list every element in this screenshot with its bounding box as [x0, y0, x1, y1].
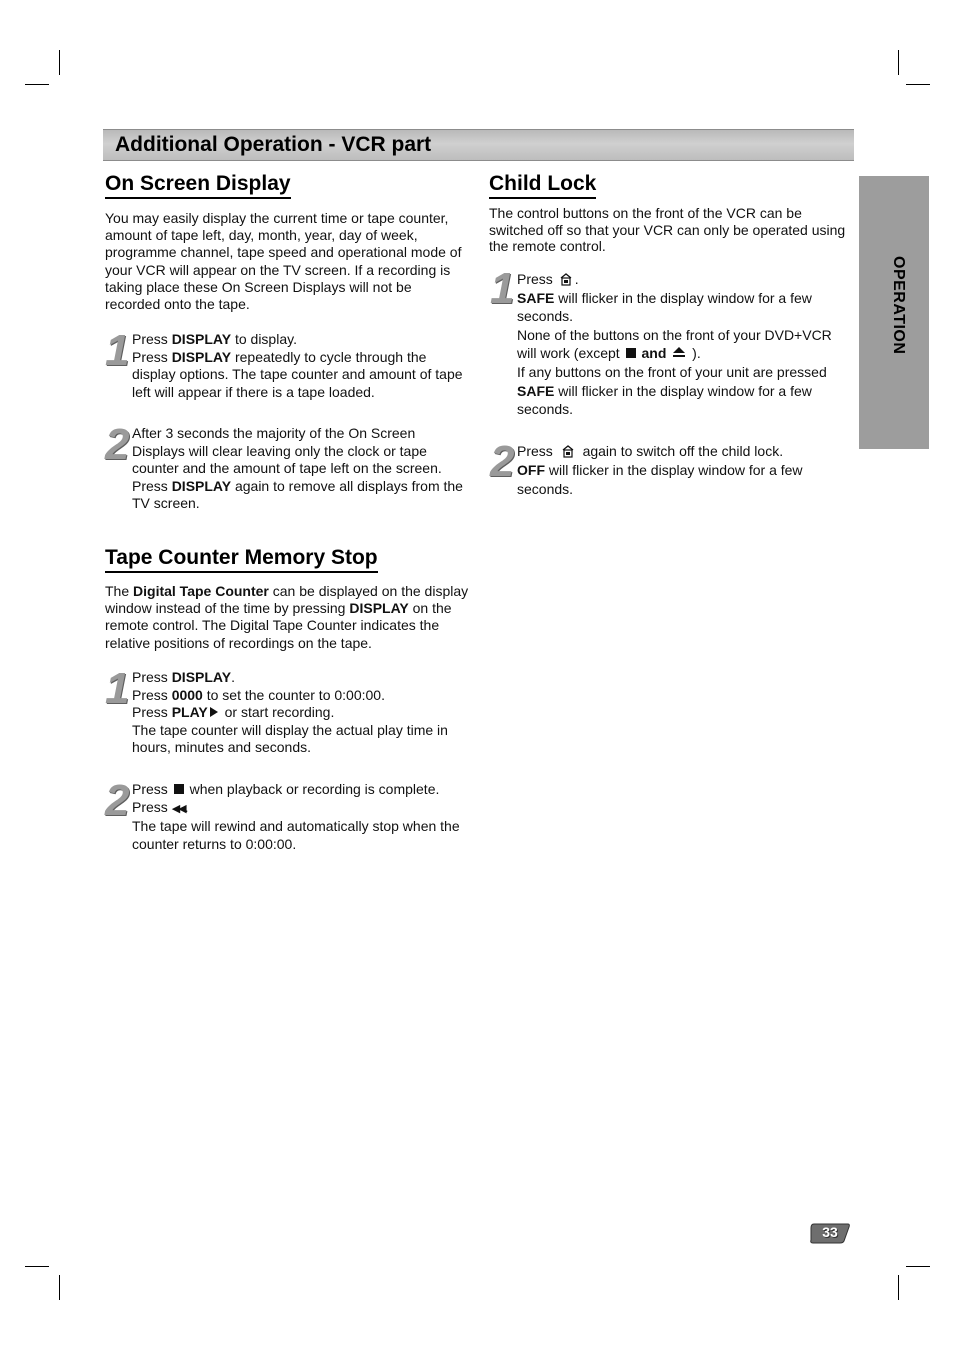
crop-mark	[906, 84, 930, 85]
child-lock-icon	[561, 444, 575, 458]
tape-counter-step2	[132, 781, 468, 853]
crop-mark	[25, 84, 49, 85]
crop-mark	[898, 50, 899, 75]
section-tab	[859, 176, 929, 449]
rewind-icon: ◀◀	[171, 802, 185, 815]
header-bar	[103, 129, 854, 161]
step-line: The tape will rewind and automatically stop when the counter returns to 0:00:00.	[132, 818, 460, 852]
step-number: 2	[490, 437, 513, 486]
tape-counter-intro: The Digital Tape Counter can be displayed on the display window instead of the time by pressing DISPLAY on the remote control. The Digital Tape Counter indicates the relative positions of recordings on the tape.	[105, 583, 469, 651]
step-line: The tape counter will display the actual play time in hours, minutes and seconds.	[132, 721, 448, 755]
play-icon	[210, 707, 218, 717]
tape-counter-step1	[132, 669, 468, 757]
child-lock-step1	[517, 270, 853, 419]
step-number: 1	[490, 264, 513, 313]
step-line: Press DISPLAY repeatedly to cycle through the display options. The tape counter and amount of tape left will appear if there is a tape loaded.	[132, 348, 463, 400]
section-tab-label: OPERATION	[890, 256, 907, 355]
child-lock-heading: Child Lock	[489, 172, 596, 199]
crop-mark	[59, 50, 60, 75]
step-line: Press DISPLAY.	[132, 669, 235, 685]
child-lock-step2	[517, 442, 853, 498]
step-line: SAFE will flicker in the display window for a few seconds.	[517, 382, 812, 418]
step-number: 1	[105, 326, 128, 375]
step-line: Press PLAY or start recording.	[132, 704, 335, 720]
page-number-badge	[810, 1222, 850, 1244]
step-line: OFF will flicker in the display window for a few seconds.	[517, 461, 803, 497]
child-lock-intro: The control buttons on the front of the VCR can be switched off so that your VCR can only be operated using the remote control.	[489, 205, 846, 254]
child-lock-icon	[559, 272, 573, 286]
step-number: 2	[105, 420, 128, 469]
crop-mark	[906, 1266, 930, 1267]
step-line: SAFE will flicker in the display window for a few seconds.	[517, 289, 812, 325]
step-line: After 3 seconds the majority of the On Screen Displays will clear leaving only the clock or tape counter and the amount of tape left on the screen.	[132, 425, 442, 476]
step-line: Press ◀◀.	[132, 798, 189, 815]
crop-mark	[59, 1275, 60, 1300]
step-line: Press 0000 to set the counter to 0:00:00.	[132, 686, 385, 703]
step-line: Press again to switch off the child lock.	[517, 443, 784, 459]
step-line: If any buttons on the front of your unit are pressed	[517, 363, 827, 380]
page-title: Additional Operation - VCR part	[115, 133, 432, 156]
on-screen-display-step2	[132, 425, 468, 513]
on-screen-display-heading: On Screen Display	[105, 172, 291, 199]
stop-icon	[174, 784, 184, 794]
on-screen-display-step1	[132, 331, 468, 401]
on-screen-display-intro: You may easily display the current time or tape counter, amount of tape left, day, month, year, day of week, programme channel, tape speed and operational mode of your VCR will appear on the TV screen. If a recording is taking place these On Screen Displays will not be recorded onto the tape.	[105, 210, 462, 313]
step-number: 1	[105, 664, 128, 713]
crop-mark	[898, 1275, 899, 1300]
page-number: 33	[822, 1224, 838, 1240]
step-number: 2	[105, 776, 128, 825]
step-line: Press DISPLAY again to remove all displays from the TV screen.	[132, 477, 463, 511]
eject-icon	[672, 346, 686, 358]
tape-counter-heading: Tape Counter Memory Stop	[105, 546, 378, 573]
step-line: None of the buttons on the front of your DVD+VCR will work (except and ).	[517, 326, 832, 362]
step-line: Press DISPLAY to display.	[132, 331, 297, 347]
stop-icon	[626, 348, 636, 358]
crop-mark	[25, 1266, 49, 1267]
step-line: Press .	[517, 271, 579, 287]
step-line: Press when playback or recording is complete.	[132, 781, 440, 797]
